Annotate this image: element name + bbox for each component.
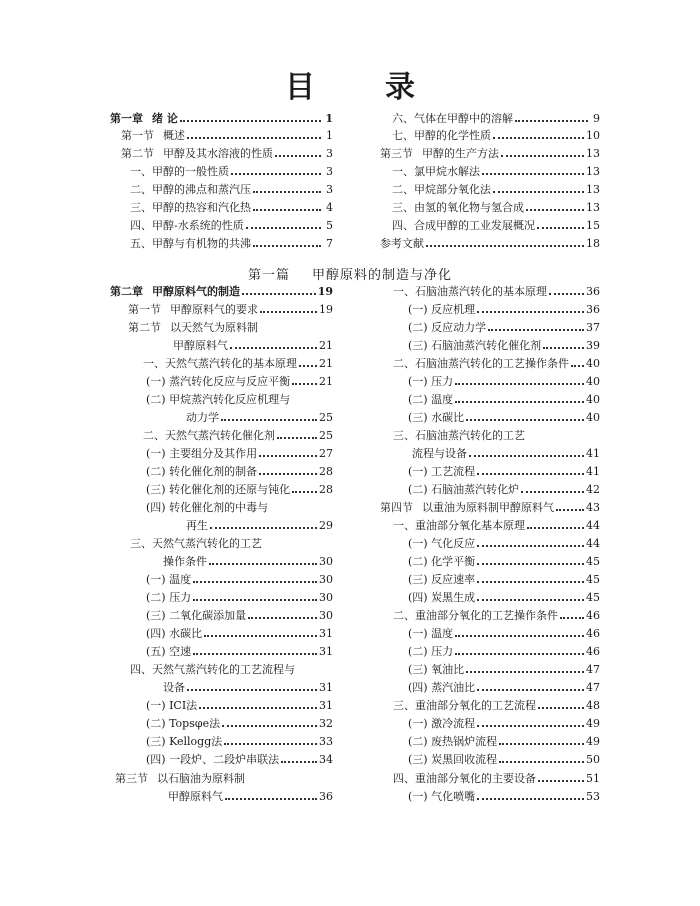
toc-entry[interactable] <box>146 699 333 713</box>
toc-entry-page: 36 <box>586 303 600 316</box>
toc-entry[interactable] <box>380 501 600 515</box>
toc-entry[interactable] <box>146 375 333 389</box>
toc-entry-text: (二) 温度 <box>408 393 454 406</box>
dot-leader <box>275 155 321 157</box>
toc-entry-text: 四、合成甲醇的工业发展概况 <box>392 219 535 232</box>
dot-leader <box>193 581 317 583</box>
toc-entry[interactable] <box>392 183 600 197</box>
dot-leader <box>543 347 584 349</box>
toc-entry-text: 流程与设备 <box>412 447 467 460</box>
toc-entry-page: 30 <box>319 609 333 622</box>
toc-entry-page: 3 <box>326 165 333 178</box>
toc-entry-page: 43 <box>586 501 600 514</box>
toc-entry-text: 再生 <box>186 519 208 532</box>
toc-entry-text: (三) 水碳比 <box>408 411 465 424</box>
toc-entry-page: 28 <box>319 465 333 478</box>
toc-entry-text: (一) 反应机理 <box>408 303 476 316</box>
toc-entry-text: (一) 温度 <box>408 627 454 640</box>
toc-entry[interactable] <box>393 357 600 371</box>
toc-entry-text: (四) 蒸汽油比 <box>408 681 476 694</box>
toc-title-char-2: 录 <box>385 70 415 105</box>
toc-entry-page: 45 <box>586 555 600 568</box>
toc-entry[interactable] <box>146 591 333 605</box>
dot-leader <box>482 173 584 175</box>
dot-leader <box>231 173 321 175</box>
part-title: 甲醇原料的制造与净化 <box>312 268 453 283</box>
toc-entry-text: 四、甲醇-水系统的性质 <box>130 219 244 232</box>
toc-entry-page: 45 <box>586 573 600 586</box>
toc-entry-page: 15 <box>586 219 600 232</box>
toc-entry-page: 30 <box>319 573 333 586</box>
dot-leader <box>224 743 317 745</box>
dot-leader <box>477 473 584 475</box>
toc-entry[interactable] <box>408 681 600 695</box>
dot-leader <box>253 245 321 247</box>
toc-entry-text: 一、石脑油蒸汽转化的基本原理 <box>393 285 547 298</box>
toc-entry-text: (一) 压力 <box>408 375 454 388</box>
toc-entry[interactable] <box>380 147 600 161</box>
toc-entry-page: 46 <box>586 627 600 640</box>
toc-entry-text: (三) 反应速率 <box>408 573 476 586</box>
dot-leader <box>549 293 584 295</box>
toc-entry-text: (四) 一段炉、二段炉串联法 <box>146 753 280 766</box>
dot-leader <box>199 707 317 709</box>
toc-entry-page: 49 <box>586 735 600 748</box>
toc-entry[interactable] <box>186 411 333 425</box>
toc-entry-label: 第二章 <box>110 285 143 298</box>
dot-leader <box>246 227 321 229</box>
toc-entry-text: (三) 转化催化剂的还原与钝化 <box>146 483 291 496</box>
toc-entry[interactable] <box>121 129 333 143</box>
toc-entry-text: 以天然气为原料制 <box>170 321 258 334</box>
toc-entry[interactable] <box>146 717 333 731</box>
dot-leader <box>477 545 584 547</box>
dot-leader <box>499 761 584 763</box>
toc-entry-page: 41 <box>586 447 600 460</box>
toc-entry-text: (一) 气化喷嘴 <box>408 790 476 803</box>
toc-entry-text: (三) 二氧化碳添加量 <box>146 609 247 622</box>
toc-entry-label: 第一节 <box>121 129 154 142</box>
dot-leader <box>499 743 584 745</box>
toc-entry-text: (四) 转化催化剂的中毒与 <box>146 501 269 514</box>
dot-leader <box>259 455 317 457</box>
dot-leader <box>501 155 584 157</box>
dot-leader <box>477 599 584 601</box>
toc-entry[interactable] <box>163 555 333 569</box>
toc-entry[interactable] <box>143 357 333 371</box>
dot-leader <box>180 120 321 122</box>
dot-leader <box>571 365 584 367</box>
toc-entry-text: 操作条件 <box>163 555 207 568</box>
toc-entry[interactable] <box>146 501 333 515</box>
toc-entry-text: (二) 化学平衡 <box>408 555 476 568</box>
toc-entry[interactable] <box>408 339 600 353</box>
toc-entry-page: 31 <box>319 699 333 712</box>
dot-leader <box>209 563 317 565</box>
toc-entry[interactable] <box>110 112 333 126</box>
toc-entry[interactable] <box>408 645 600 659</box>
toc-entry-text: (四) 水碳比 <box>146 627 203 640</box>
dot-leader <box>193 599 317 601</box>
dot-leader <box>455 653 584 655</box>
dot-leader <box>292 491 317 493</box>
dot-leader <box>260 311 317 313</box>
toc-entry-text: 设备 <box>163 681 185 694</box>
toc-entry[interactable] <box>392 219 600 233</box>
toc-entry-text: (一) ICI法 <box>146 699 198 712</box>
toc-entry[interactable] <box>408 393 600 407</box>
toc-entry[interactable] <box>128 321 333 335</box>
toc-entry[interactable] <box>186 519 333 533</box>
toc-entry-text: 七、甲醇的化学性质 <box>392 129 491 142</box>
toc-entry[interactable] <box>408 591 600 605</box>
toc-entry-text: (四) 炭黑生成 <box>408 591 476 604</box>
toc-entry-page: 51 <box>586 772 600 785</box>
toc-entry-page: 31 <box>319 645 333 658</box>
dot-leader <box>187 137 321 139</box>
dot-leader <box>204 635 317 637</box>
toc-entry-text: 二、甲烷部分氧化法 <box>392 183 491 196</box>
toc-entry[interactable] <box>408 735 600 749</box>
toc-entry[interactable] <box>146 447 333 461</box>
toc-entry-text: 三、石脑油蒸汽转化的工艺 <box>393 429 525 442</box>
toc-entry-page: 18 <box>586 237 600 250</box>
toc-entry-text: (三) 石脑油蒸汽转化催化剂 <box>408 339 542 352</box>
dot-leader <box>230 347 317 349</box>
toc-entry-label: 第一节 <box>128 303 161 316</box>
dot-leader <box>477 311 584 313</box>
toc-entry-page: 36 <box>319 790 333 803</box>
toc-entry[interactable] <box>393 285 600 299</box>
toc-entry-text: 一、氯甲烷水解法 <box>392 165 480 178</box>
toc-entry[interactable] <box>146 645 333 659</box>
toc-entry[interactable] <box>146 753 333 767</box>
toc-entry-page: 28 <box>319 483 333 496</box>
toc-entry-page: 48 <box>586 699 600 712</box>
toc-entry[interactable] <box>143 429 333 443</box>
toc-entry-page: 7 <box>326 237 333 250</box>
toc-entry-page: 13 <box>586 183 600 196</box>
dot-leader <box>248 617 317 619</box>
toc-entry[interactable] <box>408 663 600 677</box>
toc-entry[interactable] <box>168 790 333 804</box>
toc-entry-page: 29 <box>319 519 333 532</box>
dot-leader <box>299 365 317 367</box>
dot-leader <box>515 120 588 122</box>
toc-entry-page: 13 <box>586 201 600 214</box>
toc-entry-page: 36 <box>586 285 600 298</box>
toc-entry-text: 动力学 <box>186 411 219 424</box>
toc-entry[interactable] <box>408 483 600 497</box>
toc-entry-label: 第一章 <box>110 112 143 125</box>
toc-entry-text: 以重油为原料制甲醇原料气 <box>422 501 554 514</box>
toc-entry-text: (五) 空速 <box>146 645 192 658</box>
toc-entry-page: 27 <box>319 447 333 460</box>
toc-entry-page: 32 <box>319 717 333 730</box>
toc-entry-text: 甲醇的生产方法 <box>422 147 499 160</box>
toc-entry[interactable] <box>130 237 333 251</box>
toc-entry-page: 1 <box>326 129 333 142</box>
dot-leader <box>488 329 584 331</box>
toc-entry-text: 甲醇原料气的制造 <box>152 285 240 298</box>
dot-leader <box>253 209 321 211</box>
toc-entry[interactable] <box>146 465 333 479</box>
toc-entry-page: 45 <box>586 591 600 604</box>
part-heading <box>0 264 700 283</box>
toc-entry-page: 40 <box>586 411 600 424</box>
toc-entry-text: 四、天然气蒸汽转化的工艺流程与 <box>130 663 295 676</box>
toc-entry-text: (三) 氧油比 <box>408 663 465 676</box>
toc-entry-text: 二、天然气蒸汽转化催化剂 <box>143 429 275 442</box>
toc-entry-page: 42 <box>586 483 600 496</box>
toc-entry-page: 44 <box>586 519 600 532</box>
toc-entry-page: 13 <box>586 165 600 178</box>
toc-entry-page: 5 <box>326 219 333 232</box>
toc-entry[interactable] <box>392 129 600 143</box>
toc-entry-text: (一) 工艺流程 <box>408 465 476 478</box>
toc-entry-page: 25 <box>319 411 333 424</box>
dot-leader <box>477 798 584 800</box>
toc-entry-page: 44 <box>586 537 600 550</box>
toc-entry-text: 以石脑油为原料制 <box>157 772 245 785</box>
dot-leader <box>277 437 317 439</box>
toc-entry-text: (一) 主要组分及其作用 <box>146 447 258 460</box>
toc-entry[interactable] <box>408 321 600 335</box>
toc-entry-page: 3 <box>326 183 333 196</box>
toc-entry[interactable] <box>392 112 600 126</box>
toc-entry-page: 3 <box>326 147 333 160</box>
dot-leader <box>193 653 317 655</box>
toc-entry-page: 46 <box>586 645 600 658</box>
toc-entry[interactable] <box>146 735 333 749</box>
dot-leader <box>466 671 584 673</box>
toc-entry-page: 47 <box>586 663 600 676</box>
toc-entry[interactable] <box>130 537 333 551</box>
toc-entry-label: 第二节 <box>121 147 154 160</box>
toc-entry-page: 10 <box>586 129 600 142</box>
toc-entry-page: 47 <box>586 681 600 694</box>
toc-entry[interactable] <box>408 753 600 767</box>
dot-leader <box>521 491 584 493</box>
toc-entry-page: 1 <box>325 112 333 125</box>
toc-entry-text: 二、石脑油蒸汽转化的工艺操作条件 <box>393 357 569 370</box>
toc-entry-label: 第三节 <box>380 147 413 160</box>
toc-entry-text: (一) 温度 <box>146 573 192 586</box>
dot-leader <box>527 527 584 529</box>
toc-entry-text: (一) 激冷流程 <box>408 717 476 730</box>
toc-entry[interactable] <box>408 465 600 479</box>
toc-entry-page: 13 <box>586 147 600 160</box>
dot-leader <box>259 473 317 475</box>
dot-leader <box>222 725 317 727</box>
toc-entry-page: 37 <box>586 321 600 334</box>
toc-entry[interactable] <box>393 772 600 786</box>
dot-leader <box>225 798 317 800</box>
toc-entry-page: 39 <box>586 339 600 352</box>
toc-entry[interactable] <box>393 519 600 533</box>
toc-entry-page: 31 <box>319 681 333 694</box>
toc-entry-page: 50 <box>586 753 600 766</box>
toc-entry-text: 一、甲醇的一般性质 <box>130 165 229 178</box>
toc-entry-text: (二) 反应动力学 <box>408 321 487 334</box>
toc-entry-text: 三、天然气蒸汽转化的工艺 <box>130 537 262 550</box>
toc-title-char-1: 目 <box>285 70 315 105</box>
toc-entry[interactable] <box>130 201 333 215</box>
toc-entry-text: (二) 废热锅炉流程 <box>408 735 498 748</box>
dot-leader <box>526 209 584 211</box>
dot-leader <box>455 383 584 385</box>
dot-leader <box>242 293 316 295</box>
toc-entry-text: 参考文献 <box>380 237 424 250</box>
toc-entry-label: 第四节 <box>380 501 413 514</box>
toc-entry[interactable] <box>408 303 600 317</box>
toc-entry[interactable] <box>146 609 333 623</box>
dot-leader <box>560 617 584 619</box>
dot-leader <box>221 419 317 421</box>
toc-entry[interactable] <box>408 627 600 641</box>
toc-entry[interactable] <box>392 201 600 215</box>
dot-leader <box>538 707 584 709</box>
toc-entry[interactable] <box>146 573 333 587</box>
toc-title <box>0 62 700 106</box>
dot-leader <box>281 761 317 763</box>
toc-entry-page: 21 <box>319 375 333 388</box>
dot-leader <box>477 689 584 691</box>
toc-entry-text: 五、甲醇与有机物的共沸 <box>130 237 251 250</box>
toc-entry-page: 46 <box>586 609 600 622</box>
dot-leader <box>187 689 317 691</box>
toc-entry-text: 二、甲醇的沸点和蒸汽压 <box>130 183 251 196</box>
toc-entry-text: 一、天然气蒸汽转化的基本原理 <box>143 357 297 370</box>
toc-entry-page: 53 <box>586 790 600 803</box>
dot-leader <box>426 245 584 247</box>
toc-entry[interactable] <box>146 483 333 497</box>
toc-entry-page: 40 <box>586 393 600 406</box>
dot-leader <box>556 509 584 511</box>
toc-entry[interactable] <box>130 165 333 179</box>
toc-entry[interactable] <box>393 699 600 713</box>
dot-leader <box>253 191 321 193</box>
toc-entry[interactable] <box>146 393 333 407</box>
toc-entry[interactable] <box>130 219 333 233</box>
toc-entry-page: 30 <box>319 591 333 604</box>
toc-entry[interactable] <box>130 183 333 197</box>
toc-entry-text: 四、重油部分氧化的主要设备 <box>393 772 536 785</box>
toc-entry-page: 4 <box>326 201 333 214</box>
toc-entry-page: 9 <box>593 112 600 125</box>
toc-entry[interactable] <box>408 375 600 389</box>
dot-leader <box>455 401 584 403</box>
toc-entry[interactable] <box>121 147 333 161</box>
toc-entry-text: 甲醇原料气的要求 <box>170 303 258 316</box>
toc-entry-text: 甲醇原料气 <box>173 339 228 352</box>
toc-entry-page: 19 <box>317 285 333 298</box>
toc-entry-text: (一) 蒸汽转化反应与反应平衡 <box>146 375 291 388</box>
dot-leader <box>210 527 317 529</box>
toc-entry-text: 甲醇及其水溶液的性质 <box>163 147 273 160</box>
toc-entry-text: (二) 转化催化剂的制备 <box>146 465 258 478</box>
toc-entry[interactable] <box>408 555 600 569</box>
dot-leader <box>493 191 584 193</box>
toc-entry-text: 三、甲醇的热容和汽化热 <box>130 201 251 214</box>
toc-entry[interactable] <box>408 537 600 551</box>
toc-entry[interactable] <box>130 663 333 677</box>
dot-leader <box>493 137 584 139</box>
toc-entry[interactable] <box>408 717 600 731</box>
toc-entry-text: 六、气体在甲醇中的溶解 <box>392 112 513 125</box>
toc-entry[interactable] <box>163 681 333 695</box>
toc-entry-page: 49 <box>586 717 600 730</box>
toc-entry-text: (一) 气化反应 <box>408 537 476 550</box>
toc-entry-text: (二) 压力 <box>408 645 454 658</box>
toc-entry-page: 21 <box>319 357 333 370</box>
dot-leader <box>477 725 584 727</box>
toc-entry-text: 概述 <box>163 129 185 142</box>
toc-entry-text: 一、重油部分氧化基本原理 <box>393 519 525 532</box>
toc-entry[interactable] <box>173 339 333 353</box>
toc-entry-text: 甲醇原料气 <box>168 790 223 803</box>
toc-entry[interactable] <box>146 627 333 641</box>
toc-entry-text: (二) Topsφe法 <box>146 717 221 730</box>
toc-entry-label: 第三节 <box>115 772 148 785</box>
toc-entry-page: 41 <box>586 465 600 478</box>
dot-leader <box>455 635 584 637</box>
toc-entry-text: (二) 石脑油蒸汽转化炉 <box>408 483 520 496</box>
toc-entry[interactable] <box>392 165 600 179</box>
dot-leader <box>477 563 584 565</box>
part-label: 第一篇 <box>247 268 290 283</box>
toc-entry[interactable] <box>128 303 333 317</box>
toc-entry-text: 三、由氢的氧化物与氢合成 <box>392 201 524 214</box>
dot-leader <box>537 227 584 229</box>
toc-entry[interactable] <box>408 573 600 587</box>
toc-entry[interactable] <box>110 285 333 299</box>
toc-entry-text: (三) 炭黑回收流程 <box>408 753 498 766</box>
dot-leader <box>292 383 317 385</box>
toc-entry-page: 40 <box>586 357 600 370</box>
toc-entry-text: 二、重油部分氧化的工艺操作条件 <box>393 609 558 622</box>
toc-entry-text: 绪 论 <box>152 112 178 125</box>
dot-leader <box>477 581 584 583</box>
toc-entry[interactable] <box>380 237 600 251</box>
toc-entry-page: 30 <box>319 555 333 568</box>
toc-entry[interactable] <box>408 411 600 425</box>
toc-entry-text: (二) 甲烷蒸汽转化反应机理与 <box>146 393 291 406</box>
toc-entry[interactable] <box>408 790 600 804</box>
toc-entry-text: (三) Kellogg法 <box>146 735 223 748</box>
toc-entry-page: 40 <box>586 375 600 388</box>
dot-leader <box>466 419 584 421</box>
toc-entry-page: 19 <box>319 303 333 316</box>
toc-entry-page: 25 <box>319 429 333 442</box>
dot-leader <box>538 780 584 782</box>
toc-entry-label: 第二节 <box>128 321 161 334</box>
dot-leader <box>469 455 584 457</box>
toc-entry[interactable] <box>393 609 600 623</box>
toc-entry-page: 31 <box>319 627 333 640</box>
toc-entry-page: 34 <box>319 753 333 766</box>
toc-entry[interactable] <box>393 429 600 443</box>
toc-entry-page: 21 <box>319 339 333 352</box>
toc-entry-text: 三、重油部分氧化的工艺流程 <box>393 699 536 712</box>
toc-entry[interactable] <box>412 447 600 461</box>
toc-entry[interactable] <box>115 772 333 786</box>
toc-entry-page: 33 <box>319 735 333 748</box>
toc-entry-text: (二) 压力 <box>146 591 192 604</box>
